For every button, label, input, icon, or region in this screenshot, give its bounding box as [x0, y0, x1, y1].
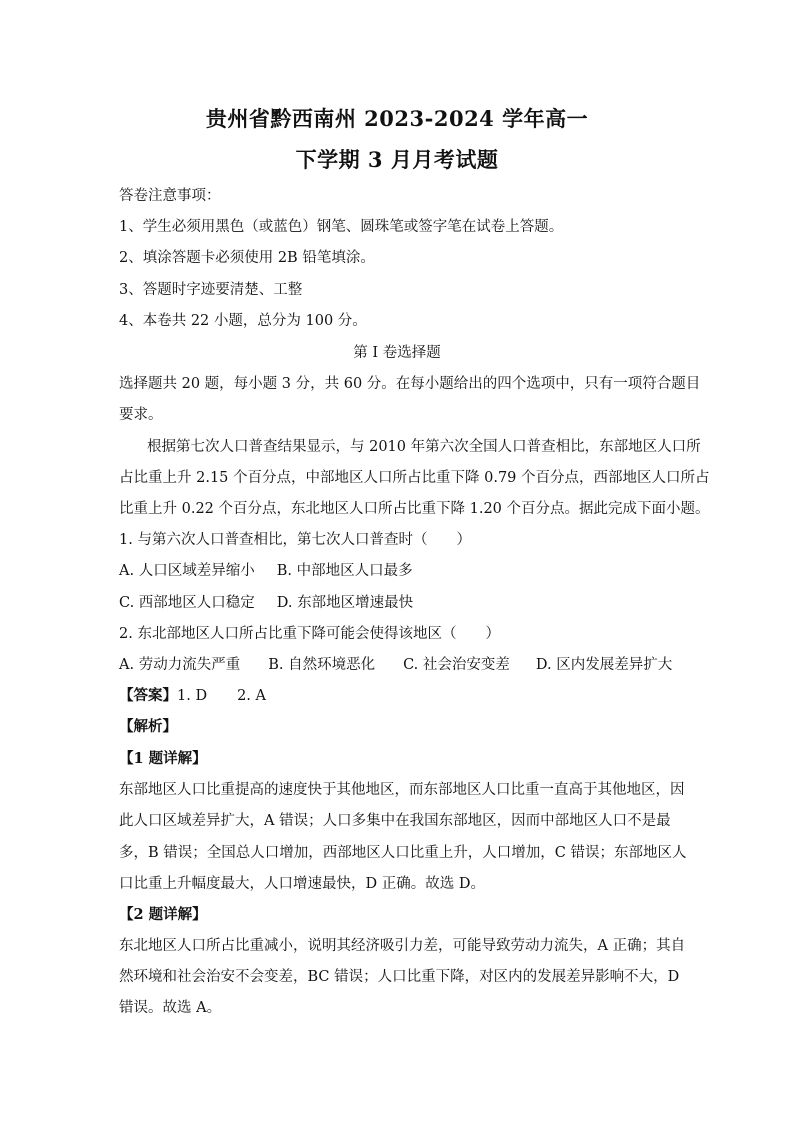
section-instructions: 选择题共 20 题，每小题 3 分，共 60 分。在每小题给出的四个选项中，只有一项符合题目 — [119, 376, 701, 392]
option-c[interactable]: C. 西部地区人口稳定 — [119, 595, 255, 611]
answer-q1: 1. D — [177, 688, 208, 704]
question-2-options — [119, 655, 679, 675]
option-b[interactable]: B. 中部地区人口最多 — [276, 563, 413, 579]
option-a[interactable]: A. 劳动力流失严重 — [119, 657, 241, 673]
analysis-q2-line: 然环境和社会治安不会变差，BC 错误；人口比重下降，对区内的发展差异影响不大，D — [119, 969, 680, 985]
analysis-q1-label: 【1 题详解】 — [119, 750, 207, 767]
question-2-stem: 2. 东北部地区人口所占比重下降可能会使得该地区（ ） — [119, 626, 500, 642]
analysis-q2-line: 东北地区人口所占比重减小，说明其经济吸引力差，可能导致劳动力流失，A 正确；其自 — [119, 938, 686, 954]
question-1-options-row1 — [119, 561, 679, 581]
exam-title-line1: 贵州省黔西南州 2023-2024 学年高一 — [205, 106, 589, 131]
option-d[interactable]: D. 区内发展差异扩大 — [535, 657, 673, 673]
option-c[interactable]: C. 社会治安变差 — [403, 657, 510, 673]
section-instructions: 要求。 — [119, 407, 163, 423]
option-b[interactable]: B. 自然环境恶化 — [268, 657, 376, 673]
question-1-options-row2 — [119, 593, 679, 613]
analysis-q1-line: 此人口区域差异扩大，A 错误；人口多集中在我国东部地区，因而中部地区人口不是最 — [119, 813, 671, 829]
notice-heading: 答卷注意事项： — [119, 188, 221, 204]
notice-item: 1、学生必须用黑色（或蓝色）钢笔、圆珠笔或签字笔在试卷上答题。 — [119, 219, 564, 235]
notice-item: 3、答题时字迹要清楚、工整 — [119, 282, 303, 298]
analysis-q2-label: 【2 题详解】 — [119, 906, 207, 923]
analysis-q1-line: 多，B 错误；全国总人口增加，西部地区人口比重上升，人口增加，C 错误；东部地区人 — [119, 845, 687, 861]
analysis-q1-line: 口比重上升幅度最大，人口增速最快，D 正确。故选 D。 — [119, 876, 485, 892]
answer-q2: 2. A — [237, 688, 266, 704]
option-a[interactable]: A. 人口区域差异缩小 — [119, 563, 255, 579]
passage-line: 比重上升 0.22 个百分点，东北地区人口所占比重下降 1.20 个百分点。据此完成下面小题。 — [119, 501, 710, 517]
notice-item: 2、填涂答题卡必须使用 2B 铅笔填涂。 — [119, 250, 375, 266]
analysis-label: 【解析】 — [119, 718, 177, 735]
section-title: 第 I 卷选择题 — [353, 345, 441, 361]
question-1-stem: 1. 与第六次人口普查相比，第七次人口普查时（ ） — [119, 532, 471, 548]
passage-line: 根据第七次人口普查结果显示，与 2010 年第六次全国人口普查相比，东部地区人口所 — [147, 439, 701, 455]
notice-item: 4、本卷共 22 小题，总分为 100 分。 — [119, 313, 367, 329]
analysis-q1-line: 东部地区人口比重提高的速度快于其他地区，而东部地区人口比重一直高于其他地区，因 — [119, 782, 685, 798]
option-d[interactable]: D. 东部地区增速最快 — [276, 595, 414, 611]
answer-label: 【答案】 — [119, 687, 177, 704]
analysis-q2-line: 错误。故选 A。 — [119, 1000, 222, 1016]
passage-line: 占比重上升 2.15 个百分点，中部地区人口所占比重下降 0.79 个百分点，西部地区人口所占 — [119, 470, 710, 486]
answer-line — [119, 686, 679, 706]
exam-title-line2: 下学期 3 月月考试题 — [295, 147, 499, 172]
